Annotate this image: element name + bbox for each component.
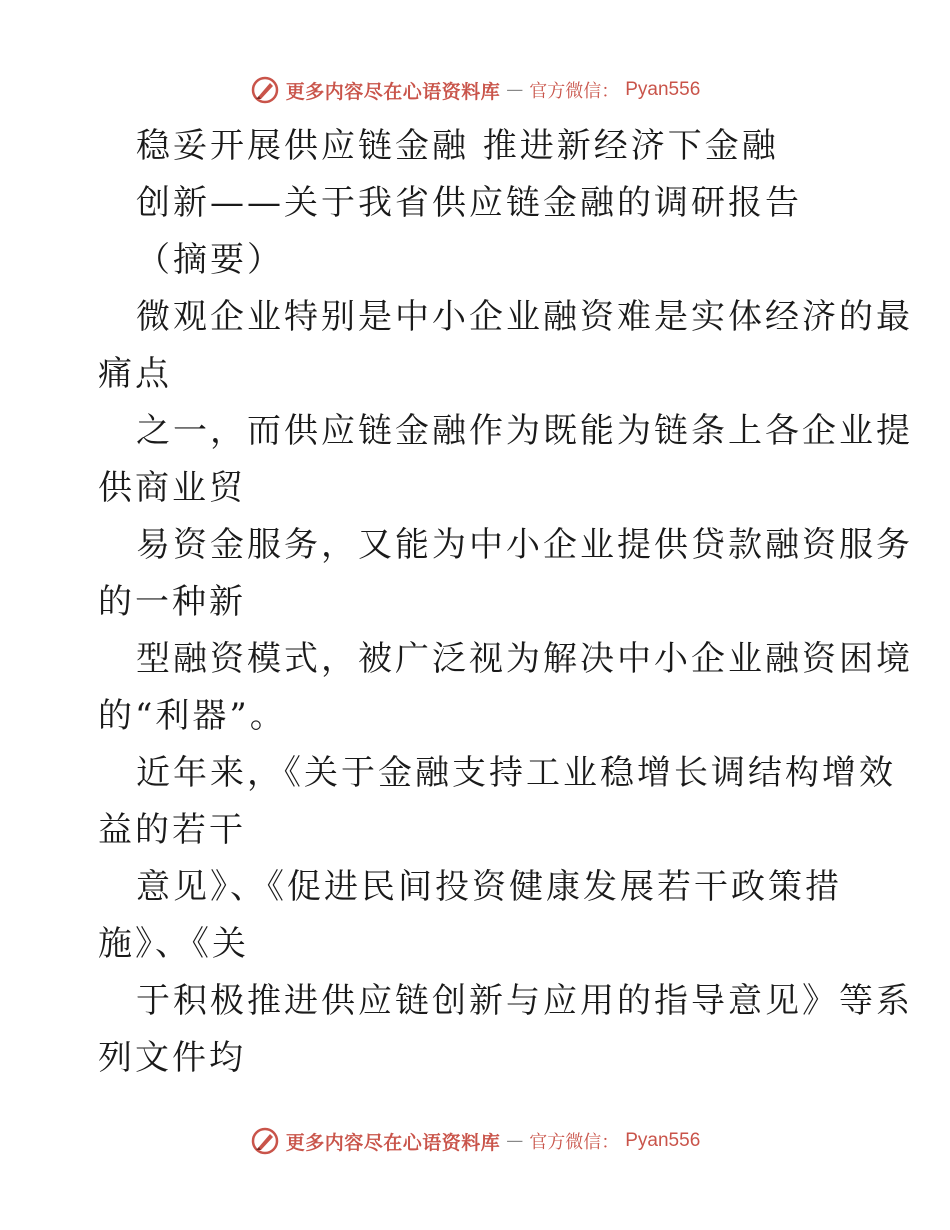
watermark-brand-text: 更多内容尽在心语资料库 — [285, 1131, 501, 1154]
paragraph-line: 型融资模式，被广泛视为解决中小企业融资困境 — [136, 639, 913, 679]
pen-logo-icon — [250, 1126, 280, 1156]
document-body — [98, 118, 913, 1087]
paragraph-line: 供商业贸 — [98, 468, 246, 508]
paragraph-line: 的一种新 — [98, 582, 246, 622]
watermark-separator: — — [506, 80, 524, 100]
document-title-line: 稳妥开展供应链金融 推进新经济下金融 — [136, 126, 779, 166]
watermark-header — [0, 72, 950, 108]
watermark-wechat-id: Pyan556 — [625, 1130, 701, 1151]
document-title-line: （摘要） — [136, 240, 284, 280]
paragraph-line: 易资金服务，又能为中小企业提供贷款融资服务 — [136, 525, 913, 565]
paragraph-line: 于积极推进供应链创新与应用的指导意见》等系 — [136, 981, 913, 1021]
paragraph-line: 近年来，《关于金融支持工业稳增长调结构增效 — [136, 753, 896, 793]
paragraph-line: 意见》、《促进民间投资健康发展若干政策措 — [136, 867, 842, 907]
watermark-wechat-id: Pyan556 — [625, 79, 701, 100]
paragraph-line: 痛点 — [98, 354, 172, 394]
paragraph-line: 之一，而供应链金融作为既能为链条上各企业提 — [136, 411, 913, 451]
watermark-footer — [0, 1123, 950, 1159]
watermark-brand-text: 更多内容尽在心语资料库 — [285, 80, 501, 103]
paragraph-line: 列文件均 — [98, 1038, 246, 1078]
paragraph-line: 施》、《关 — [98, 924, 249, 964]
watermark-separator: — — [506, 1131, 524, 1151]
paragraph-line: 微观企业特别是中小企业融资难是实体经济的最 — [136, 297, 913, 337]
paragraph-line: 益的若干 — [98, 810, 246, 850]
pen-logo-icon — [250, 75, 280, 105]
watermark-wechat-label: 官方微信： — [529, 1132, 620, 1153]
watermark-wechat-label: 官方微信： — [529, 81, 620, 102]
document-title-line: 创新——关于我省供应链金融的调研报告 — [136, 183, 802, 223]
paragraph-line: 的“利器”。 — [98, 696, 287, 736]
